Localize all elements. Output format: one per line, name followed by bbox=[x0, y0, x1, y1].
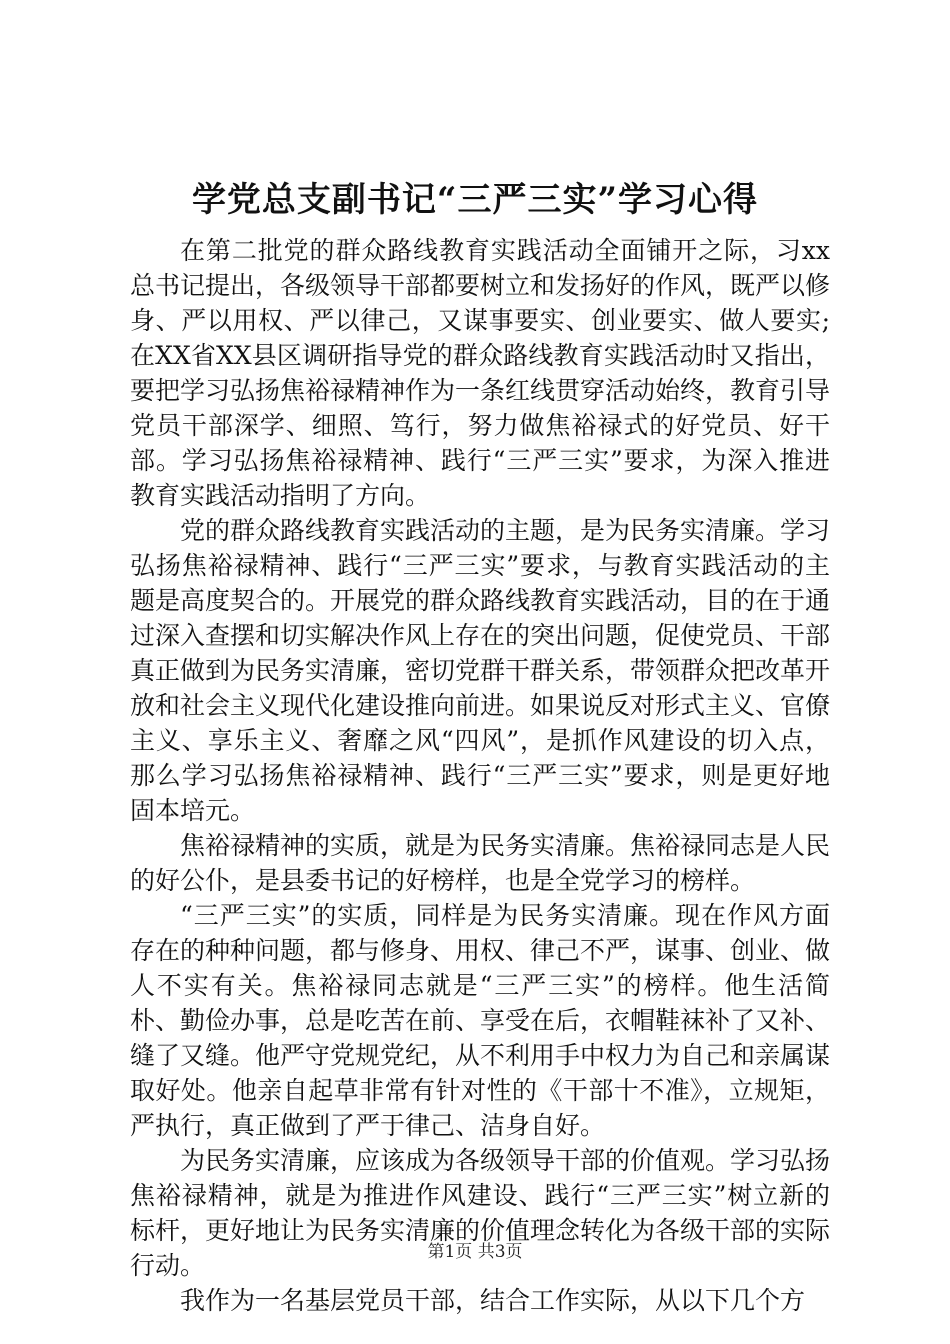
paragraph-3: 焦裕禄精神的实质，就是为民务实清廉。焦裕禄同志是人民的好公仆，是县委书记的好榜样，也是全党学习的榜样。 bbox=[130, 831, 831, 895]
page-number-footer: 第1页 共3页 bbox=[427, 1242, 523, 1262]
document-body bbox=[130, 233, 830, 1318]
paragraph-6: 我作为一名基层党员干部，结合工作实际，从以下几个方 bbox=[180, 1286, 806, 1315]
paragraph-5: 为民务实清廉，应该成为各级领导干部的价值观。学习弘扬焦裕禄精神，就是为推进作风建设、践行“三严三实”树立新的标杆，更好地让为民务实清廉的价值理念转化为各级干部的实际行动。 bbox=[130, 1146, 831, 1280]
paragraph-1: 在第二批党的群众路线教育实践活动全面铺开之际，习xx总书记提出，各级领导干部都要树立和发扬好的作风，既严以修身、严以用权、严以律己，又谋事要实、创业要实、做人要实;在XX省XX县区调研指导党的群众路线教育实践活动时又指出，要把学习弘扬焦裕禄精神作为一条红线贯穿活动始终，教育引导党员干部深学、细照、笃行，努力做焦裕禄式的好党员、好干部。学习弘扬焦裕禄精神、践行“三严三实”要求，为深入推进教育实践活动指明了方向。 bbox=[130, 236, 831, 510]
paragraph-2: 党的群众路线教育实践活动的主题，是为民务实清廉。学习弘扬焦裕禄精神、践行“三严三实”要求，与教育实践活动的主题是高度契合的。开展党的群众路线教育实践活动，目的在于通过深入查摆和切实解决作风上存在的突出问题，促使党员、干部真正做到为民务实清廉，密切党群干群关系，带领群众把改革开放和社会主义现代化建设推向前进。如果说反对形式主义、官僚主义、享乐主义、奢靡之风“四风”，是抓作风建设的切入点，那么学习弘扬焦裕禄精神、践行“三严三实”要求，则是更好地固本培元。 bbox=[130, 516, 831, 825]
document-title: 学党总支副书记“三严三实”学习心得 bbox=[191, 180, 759, 220]
paragraph-4: “三严三实”的实质，同样是为民务实清廉。现在作风方面存在的种种问题，都与修身、用权、律己不严，谋事、创业、做人不实有关。焦裕禄同志就是“三严三实”的榜样。他生活简朴、勤俭办事，总是吃苦在前、享受在后，衣帽鞋袜补了又补、缝了又缝。他严守党规党纪，从不利用手中权力为自己和亲属谋取好处。他亲自起草非常有针对性的《干部十不准》，立规矩，严执行，真正做到了严于律己、洁身自好。 bbox=[130, 901, 831, 1140]
